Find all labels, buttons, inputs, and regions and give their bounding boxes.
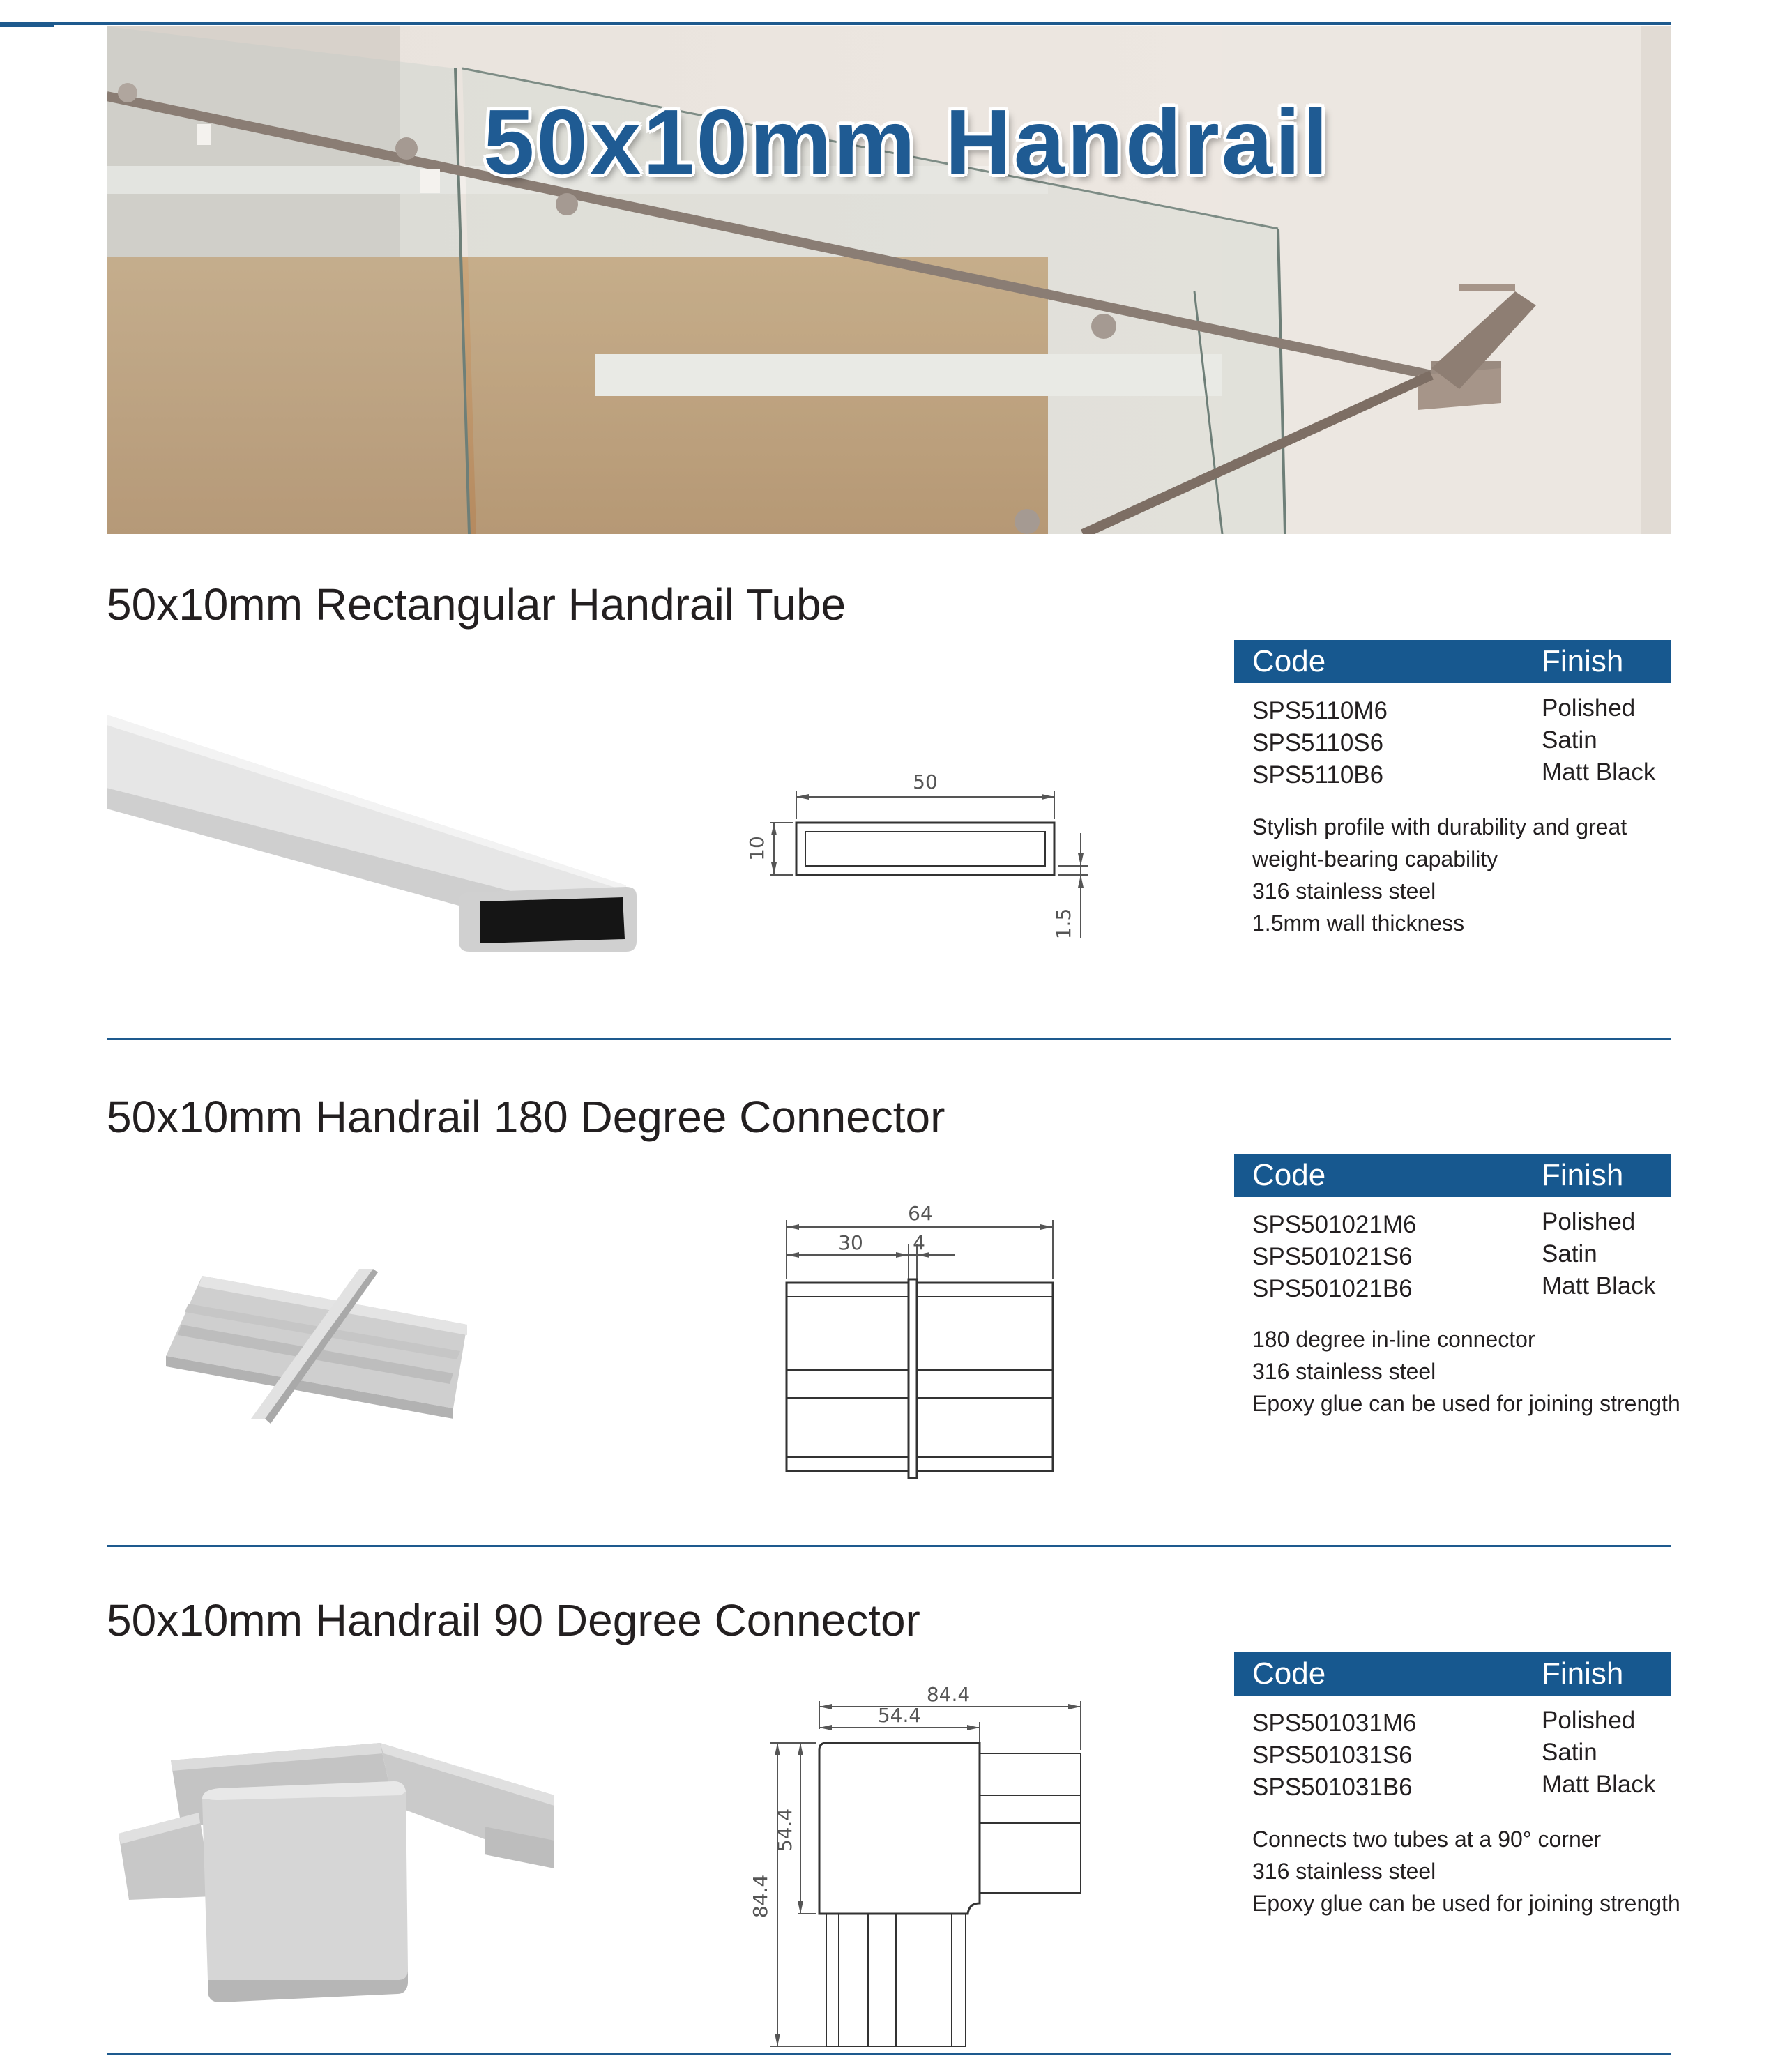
connector-90-product-image (115, 1729, 568, 2022)
connector-90-spec-header (1234, 1652, 1671, 1696)
table-row (1252, 1771, 1671, 1806)
code-cell: SPS501021S6 (1252, 1243, 1413, 1270)
connector-90-dim-inner: 54.4 (877, 1704, 922, 1727)
code-cell: SPS501031M6 (1252, 1709, 1417, 1737)
hero-title: 50x10mm Handrail (483, 91, 1330, 193)
connector-180-spec-table (1252, 1208, 1671, 1307)
description-line: 316 stainless steel (1252, 878, 1436, 904)
section-divider (107, 2053, 1671, 2055)
finish-cell: Matt Black (1542, 759, 1656, 786)
tube-dim-width: 50 (913, 770, 938, 793)
header-code: Code (1252, 644, 1326, 678)
code-cell: SPS501031B6 (1252, 1774, 1413, 1801)
finish-cell: Polished (1542, 694, 1636, 722)
connector-180-spec-header (1234, 1154, 1671, 1197)
table-row (1252, 1272, 1671, 1307)
tube-product-image (107, 704, 637, 962)
connector-180-product-image (160, 1269, 474, 1429)
connector-90-description (1252, 1823, 1685, 1919)
connector-180-dim-total: 64 (908, 1202, 933, 1225)
description-line: 180 degree in-line connector (1252, 1327, 1535, 1352)
connector-90-spec-table (1252, 1709, 1671, 1806)
connector-90-dim-outer-vertical: 84.4 (749, 1874, 772, 1919)
code-cell: SPS5110M6 (1252, 697, 1388, 724)
description-line: Stylish profile with durability and great (1252, 814, 1627, 839)
tube-drawing (743, 763, 1105, 952)
code-cell: SPS5110B6 (1252, 761, 1384, 789)
tube-dim-height: 10 (745, 836, 768, 861)
finish-cell: Satin (1542, 1240, 1597, 1267)
description-line: 1.5mm wall thickness (1252, 911, 1465, 936)
header-finish: Finish (1542, 644, 1624, 678)
finish-cell: Polished (1542, 1707, 1636, 1734)
description-line: Connects two tubes at a 90° corner (1252, 1827, 1602, 1852)
finish-cell: Polished (1542, 1208, 1636, 1235)
description-line: weight-bearing capability (1252, 846, 1498, 871)
table-row (1252, 1208, 1671, 1243)
connector-90-dim-inner-vertical: 54.4 (773, 1808, 796, 1852)
section-divider (107, 1545, 1671, 1547)
table-row (1252, 1709, 1671, 1742)
section-title-180-connector: 50x10mm Handrail 180 Degree Connector (107, 1092, 945, 1142)
tube-dim-wall: 1.5 (1052, 908, 1075, 940)
header-code: Code (1252, 1158, 1326, 1192)
connector-180-dim-gap: 4 (913, 1231, 925, 1254)
finish-cell: Satin (1542, 1739, 1597, 1766)
description-line: Epoxy glue can be used for joining strength (1252, 1891, 1680, 1916)
code-cell: SPS501021B6 (1252, 1275, 1413, 1302)
top-rule-accent (0, 25, 54, 27)
connector-180-description (1252, 1323, 1685, 1419)
hero-banner (107, 26, 1671, 534)
description-line: 316 stainless steel (1252, 1859, 1436, 1884)
top-rule (0, 22, 1671, 25)
finish-cell: Satin (1542, 726, 1597, 754)
header-finish: Finish (1542, 1656, 1624, 1691)
code-cell: SPS501031S6 (1252, 1742, 1413, 1769)
description-line: 316 stainless steel (1252, 1359, 1436, 1384)
connector-180-drawing (760, 1192, 1074, 1492)
code-cell: SPS5110S6 (1252, 729, 1384, 756)
connector-90-dim-outer: 84.4 (926, 1683, 971, 1706)
section-title-tube: 50x10mm Rectangular Handrail Tube (107, 579, 846, 630)
code-cell: SPS501021M6 (1252, 1211, 1417, 1238)
table-row (1252, 761, 1671, 793)
table-row (1252, 726, 1671, 761)
tube-description (1252, 811, 1685, 939)
finish-cell: Matt Black (1542, 1771, 1656, 1798)
table-row (1252, 694, 1671, 729)
section-title-90-connector: 50x10mm Handrail 90 Degree Connector (107, 1595, 920, 1645)
finish-cell: Matt Black (1542, 1272, 1656, 1300)
tube-spec-header (1234, 640, 1671, 683)
table-row (1252, 1240, 1671, 1275)
tube-spec-table (1252, 694, 1671, 793)
header-code: Code (1252, 1656, 1326, 1691)
header-finish: Finish (1542, 1158, 1624, 1192)
connector-90-drawing (746, 1680, 1095, 2057)
section-divider (107, 1038, 1671, 1040)
description-line: Epoxy glue can be used for joining strength (1252, 1391, 1680, 1416)
table-row (1252, 1739, 1671, 1774)
connector-180-dim-half: 30 (838, 1231, 863, 1254)
